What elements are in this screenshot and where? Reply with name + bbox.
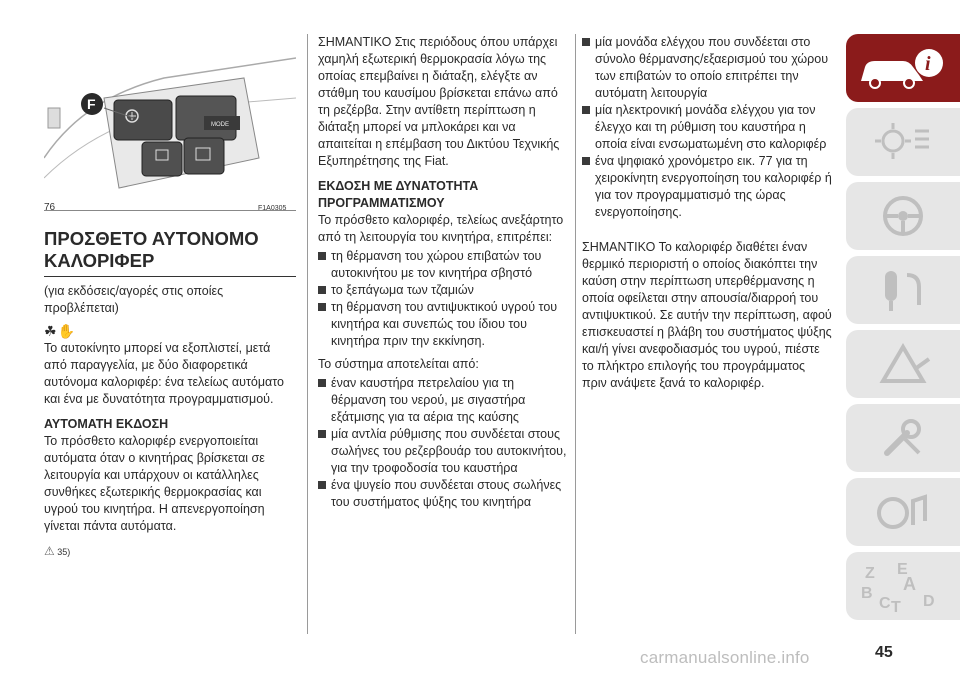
tab-starting-driving[interactable] xyxy=(846,256,960,324)
technical-data-icon xyxy=(863,487,943,537)
section-title xyxy=(44,228,296,277)
figure-heater-switches xyxy=(44,38,296,211)
column-2 xyxy=(318,34,568,517)
letter-a: A xyxy=(903,574,916,594)
paragraph-automatic: Το πρόσθετο καλοριφέρ ενεργοποιείται αυτόματα όταν ο κινητήρας βρίσκεται σε λειτουργία και υπάρχουν οι κατάλληλες συνθήκες εξωτερικής θερμοκρασίας και υγρού του κινητήρα. Η απενεργοποίηση γίνεται πάντα αυτόματα. xyxy=(44,434,265,533)
letter-c: C xyxy=(879,595,891,612)
bullet-square-icon xyxy=(318,286,326,294)
heading-programmable: ΕΚΔΟΣΗ ΜΕ ΔΥΝΑΤΟΤΗΤΑ ΠΡΟΓΡΑΜΜΑΤΙΣΜΟΥ xyxy=(318,179,479,210)
alphabet-index-icon xyxy=(853,556,953,616)
wrench-icon xyxy=(863,413,943,463)
list-components-continued xyxy=(582,34,832,221)
dashboard-illustration xyxy=(44,38,296,210)
tab-maintenance[interactable] xyxy=(846,404,960,472)
list-components xyxy=(318,375,568,511)
bullet-square-icon xyxy=(318,379,326,387)
column-1 xyxy=(44,228,296,561)
tab-warning-lights[interactable] xyxy=(846,108,960,176)
letter-z: Z xyxy=(865,565,875,582)
bullet-square-icon xyxy=(582,157,590,165)
list-item: ένα ψηφιακό χρονόμετρο εικ. 77 για τη χειροκίνητη ενεργοποίηση του καλοριφέρ ή για τον προγραμματισμό της ώρας ενεργοποίησης. xyxy=(582,153,832,221)
letter-d: D xyxy=(923,593,935,610)
figure-number: 76 xyxy=(44,202,56,213)
paragraph-system: Το σύστημα αποτελείται από: xyxy=(318,357,479,371)
tab-technical-data[interactable] xyxy=(846,478,960,546)
steering-wheel-icon xyxy=(863,191,943,241)
bullet-square-icon xyxy=(582,106,590,114)
environment-icons xyxy=(44,323,296,340)
leaf-icon: ☘ xyxy=(44,323,58,339)
paragraph-programmable: Το πρόσθετο καλοριφέρ, τελείως ανεξάρτητο από τη λειτουργία του κινητήρα, επιτρέπει: xyxy=(318,213,564,244)
list-item: μία μονάδα ελέγχου που συνδέεται στο σύνολο θέρμανσης/εξαερισμού του χώρου των επιβατών το οποίο επιτρέπει την αυτόματη λειτουργία xyxy=(582,34,832,102)
list-item: μία αντλία ρύθμισης που συνδέεται στους σωλήνες του ρεζερβουάρ του αυτοκινήτου, για την τροφοδοσία του καυστήρα xyxy=(318,426,568,477)
list-item: ένα ψυγείο που συνδέεται στους σωλήνες του συστήματος ψύξης του κινητήρα xyxy=(318,477,568,511)
info-glyph: i xyxy=(925,53,931,75)
bullet-square-icon xyxy=(582,38,590,46)
bullet-square-icon xyxy=(318,252,326,260)
paragraph-intro: Το αυτοκίνητο μπορεί να εξοπλιστεί, μετά από παραγγελία, με δύο διαφορετικά αυτόνομα καλοριφέρ: ένα τελείως αυτόματο και ένα με δυνατότητα προγραμματισμού. xyxy=(44,341,284,406)
hand-icon: ✋ xyxy=(57,323,76,339)
bullet-square-icon xyxy=(318,430,326,438)
list-item: έναν καυστήρα πετρελαίου για τη θέρμανση του νερού, με σιγαστήρα εξάτμισης για τα αέρια της καύσης xyxy=(318,375,568,426)
mode-label: MODE xyxy=(211,122,229,128)
emergency-triangle-icon xyxy=(863,339,943,389)
paragraph-important-fuel: ΣΗΜΑΝΤΙΚΟ Στις περιόδους όπου υπάρχει χαμηλή εξωτερική θερμοκρασία λόγω της οποίας επεμβαίνει η διάταξη, ελέγξτε αν στάθμη του καυσίμου βρίσκεται επάνω από τη ρεζέρβα. Στην αντίθετη περίπτωση η διάταξη μπορεί να μπλοκάρει και να απαιτείται η επέμβαση του Δικτύου Τεχνικής Εξυπηρέτησης της Fiat. xyxy=(318,35,560,168)
tab-index[interactable] xyxy=(846,552,960,620)
letter-b: B xyxy=(861,585,873,602)
column-3 xyxy=(582,34,832,400)
tab-safety[interactable] xyxy=(846,182,960,250)
watermark: carmanualsonline.info xyxy=(640,648,810,667)
chapter-tabs xyxy=(846,34,960,626)
tab-getting-to-know-car[interactable] xyxy=(846,34,960,102)
warning-ref-number: 35) xyxy=(57,547,71,557)
list-item: το ξεπάγωμα των τζαμιών xyxy=(318,282,568,299)
column-divider-1 xyxy=(307,34,308,634)
bullet-square-icon xyxy=(318,481,326,489)
figure-code: F1A0305 xyxy=(258,205,287,212)
car-info-icon xyxy=(853,43,953,93)
list-functions xyxy=(318,248,568,350)
warning-triangle-icon: ⚠ xyxy=(44,544,55,558)
paragraph-important-limiter: ΣΗΜΑΝΤΙΚΟ Το καλοριφέρ διαθέτει έναν θερμικό περιοριστή ο οποίος διακόπτει την καύση στην περίπτωση υπερθέρμανσης η οποία οφείλεται στην απουσία/διαρροή του αντιψυκτικού. Σε αυτήν την περίπτωση, αφού επισκευαστεί η βλάβη του συστήματος ψύξης και/ή γίνει ανεφοδιασμός του υγρού, πιέστε το πλήκτρο επιλογής του προγράμματος πριν ανάψετε ξανά το καλοριφέρ. xyxy=(582,240,832,390)
warning-reference xyxy=(44,543,296,561)
bullet-square-icon xyxy=(318,303,326,311)
list-item: τη θέρμανση του χώρου επιβατών του αυτοκινήτου με τον κινητήρα σβηστό xyxy=(318,248,568,282)
tab-emergency[interactable] xyxy=(846,330,960,398)
letter-t: T xyxy=(891,599,901,616)
section-title-line1: ΠΡΟΣΘΕΤΟ ΑΥΤΟΝΟΜΟ xyxy=(44,228,259,249)
warning-lights-icon xyxy=(863,117,943,167)
letter-e: E xyxy=(897,561,908,578)
list-item: μία ηλεκτρονική μονάδα ελέγχου για τον έλεγχο και τη ρύθμιση του καυστήρα η οποία είναι ενσωματωμένη στο καλοριφέρ xyxy=(582,102,832,153)
intro-text: (για εκδόσεις/αγορές στις οποίες προβλέπεται) xyxy=(44,284,224,315)
section-title-line2: ΚΑΛΟΡΙΦΕΡ xyxy=(44,250,155,271)
key-icon xyxy=(863,265,943,315)
heading-automatic: ΑΥΤΟΜΑΤΗ ΕΚΔΟΣΗ xyxy=(44,417,169,431)
page-number: 45 xyxy=(875,644,893,661)
list-item: τη θέρμανση του αντιψυκτικού υγρού του κινητήρα και συνεπώς του ίδιου του κινητήρα πριν την εκκίνηση. xyxy=(318,299,568,350)
column-divider-2 xyxy=(575,34,576,634)
callout-f-label: F xyxy=(87,96,96,112)
